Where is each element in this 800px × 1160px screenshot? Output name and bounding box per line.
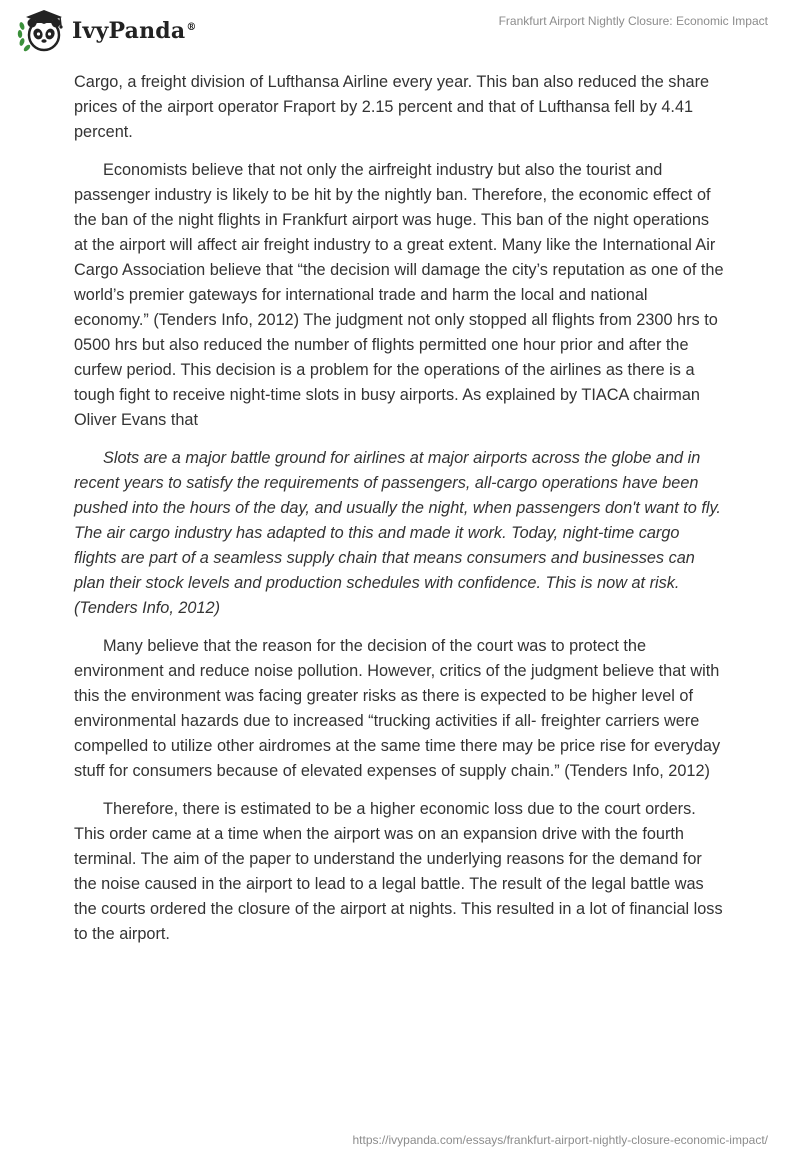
paragraph-continued: Cargo, a freight division of Lufthansa Airline every year. This ban also reduced the share prices of the airport operator Fraport by 2.15 percent and that of Lufthansa fell by 4.41 percent. xyxy=(74,73,710,141)
paragraph: Therefore, there is estimated to be a higher economic loss due to the court orders. This order came at a time when the airport was on an expansion drive with the fourth terminal. The aim of the paper to understand the underlying reasons for the demand for the noise caused in the airport to lead to a legal battle. The result of the legal battle was the courts ordered the closure of the airport at nights. This resulted in a lot of financial loss to the airport. xyxy=(74,800,723,943)
paragraph: Many believe that the reason for the decision of the court was to protect the environment and reduce noise pollution. However, critics of the judgment believe that with this the environment was facing greater risks as there is expected to be higher level of environmental hazards due to increased “trucking activities if all- freighter carriers were compelled to utilize other airdromes at the same time there may be price rise for everyday stuff for consumers because of elevated expenses of supply chain.” (Tenders Info, 2012) xyxy=(74,637,721,780)
document-title: Frankfurt Airport Nightly Closure: Economic Impact xyxy=(498,14,768,28)
ivypanda-logo[interactable] xyxy=(16,8,197,54)
source-url[interactable]: https://ivypanda.com/essays/frankfurt-airport-nightly-closure-economic-impact/ xyxy=(352,1133,768,1147)
block-quote: Slots are a major battle ground for airlines at major airports across the globe and in recent years to satisfy the requirements of passengers, all-cargo operations have been pushed into the hours of the day, and usually the night, when passengers don't want to fly. The air cargo industry has adapted to this and made it work. Today, night-time cargo flights are part of a seamless supply chain that means consumers and businesses can plan their stock levels and production schedules with confidence. This is now at risk. (Tenders Info, 2012) xyxy=(74,449,721,617)
paragraph: Economists believe that not only the airfreight industry but also the tourist and passenger industry is likely to be hit by the nightly ban. Therefore, the economic effect of the ban of the night flights in Frankfurt airport was huge. This ban of the night operations at the airport will affect air freight industry to a great extent. Many like the International Air Cargo Association believe that “the decision will damage the city’s reputation as one of the world’s premier gateways for international trade and harm the local and national economy.” (Tenders Info, 2012) The judgment not only stopped all flights from 2300 hrs to 0500 hrs but also reduced the number of flights permitted one hour prior and after the curfew period. This decision is a problem for the operations of the airlines as there is a tough fight to receive night-time slots in busy airports. As explained by TIACA chairman Oliver Evans that xyxy=(74,161,724,429)
panda-graduate-icon xyxy=(16,8,66,54)
logo-wordmark: IvyPanda® xyxy=(72,18,197,44)
essay-body xyxy=(74,70,726,960)
registered-mark: ® xyxy=(186,21,197,33)
page-header xyxy=(0,0,800,62)
